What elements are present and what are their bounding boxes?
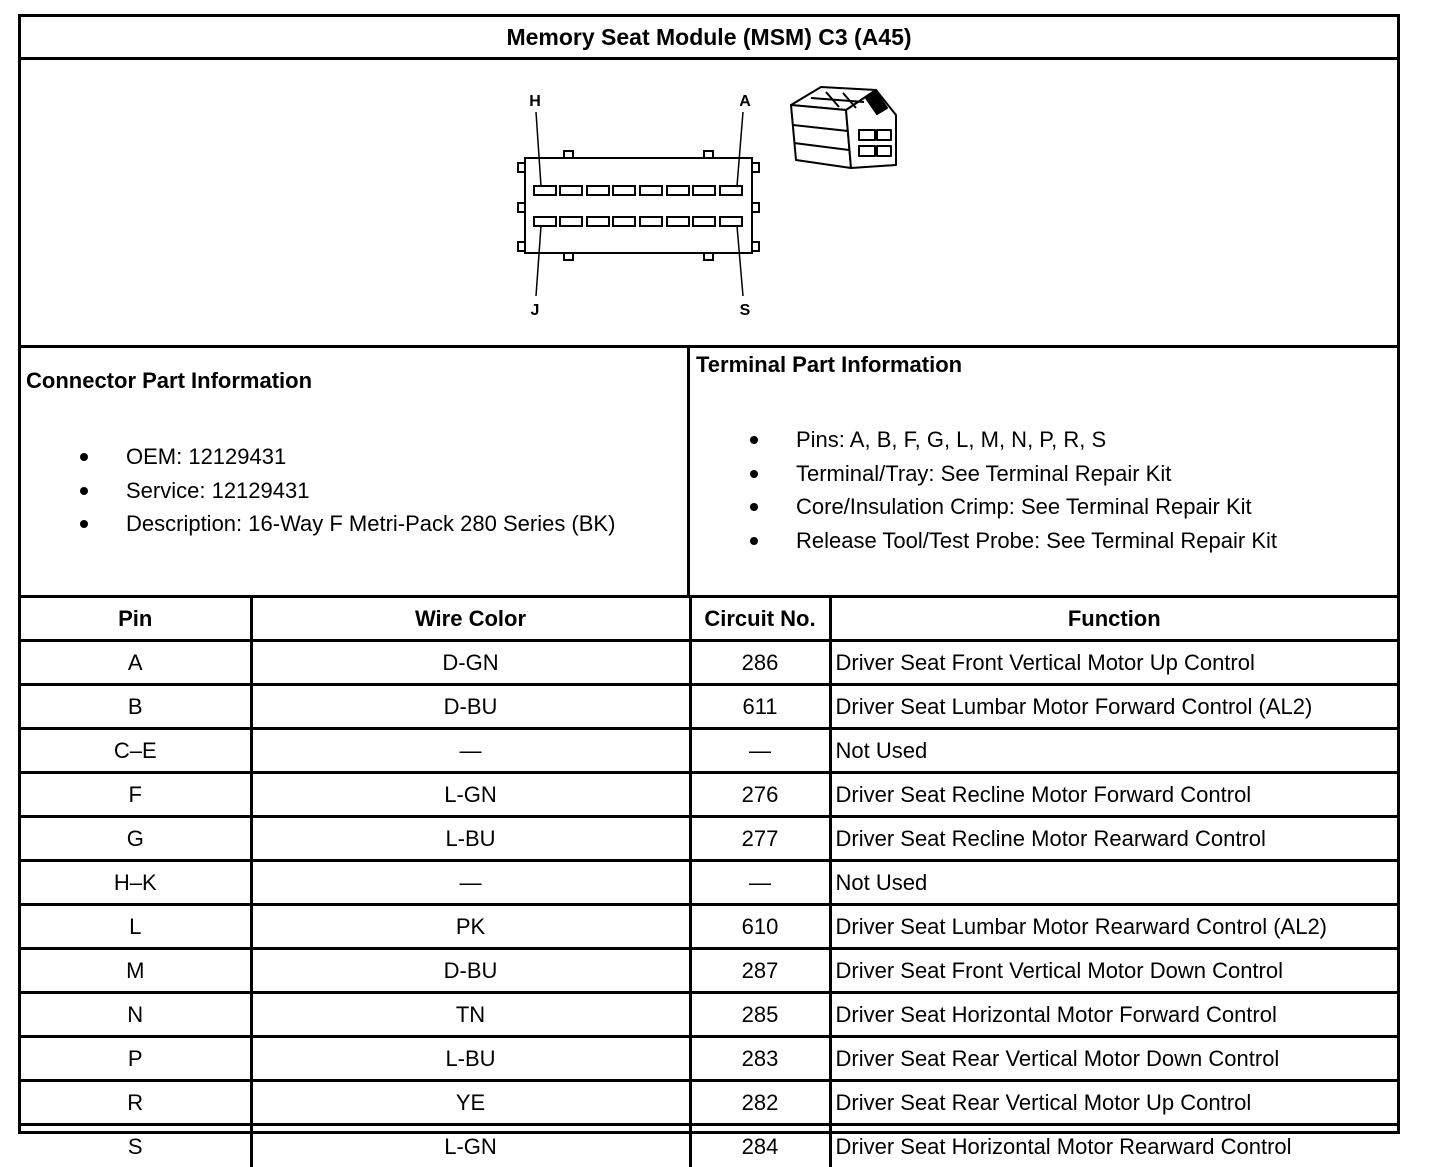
col-header-circuit: Circuit No.	[690, 598, 830, 641]
connector-info-heading: Connector Part Information	[26, 368, 312, 394]
cell-wire-color: D-GN	[251, 641, 690, 685]
cell-wire-color: —	[251, 861, 690, 905]
cell-pin: C–E	[21, 729, 251, 773]
cell-circuit: 611	[690, 685, 830, 729]
cell-function: Not Used	[830, 729, 1397, 773]
list-item: Description: 16-Way F Metri-Pack 280 Series (BK)	[126, 507, 615, 541]
list-item: OEM: 12129431	[126, 440, 615, 474]
cell-pin: G	[21, 817, 251, 861]
cell-wire-color: L-GN	[251, 773, 690, 817]
terminal-info-heading: Terminal Part Information	[696, 352, 962, 378]
cell-wire-color: D-BU	[251, 685, 690, 729]
cell-wire-color: L-GN	[251, 1125, 690, 1167]
table-row	[21, 993, 1397, 1037]
connector-housing	[525, 158, 752, 253]
cell-circuit: 286	[690, 641, 830, 685]
cell-pin: L	[21, 905, 251, 949]
cell-wire-color: —	[251, 729, 690, 773]
cell-circuit: 283	[690, 1037, 830, 1081]
cell-wire-color: L-BU	[251, 817, 690, 861]
terminal-part-info	[690, 348, 1397, 595]
cell-pin: F	[21, 773, 251, 817]
connector-diagram	[21, 60, 1397, 348]
cell-function: Driver Seat Horizontal Motor Rearward Control	[830, 1125, 1397, 1167]
cell-function: Driver Seat Rear Vertical Motor Up Control	[830, 1081, 1397, 1125]
table-row	[21, 817, 1397, 861]
terminal-info-list	[796, 423, 1277, 557]
cell-wire-color: L-BU	[251, 1037, 690, 1081]
cell-circuit: 282	[690, 1081, 830, 1125]
connector-info-list	[126, 440, 615, 541]
list-item: Terminal/Tray: See Terminal Repair Kit	[796, 457, 1277, 491]
cell-function: Driver Seat Front Vertical Motor Down Control	[830, 949, 1397, 993]
table-row	[21, 641, 1397, 685]
cell-circuit: 276	[690, 773, 830, 817]
cell-wire-color: YE	[251, 1081, 690, 1125]
connector-part-info	[21, 348, 690, 595]
cell-wire-color: PK	[251, 905, 690, 949]
table-row	[21, 949, 1397, 993]
pinout-table	[21, 598, 1397, 1167]
table-row	[21, 1037, 1397, 1081]
cell-circuit: —	[690, 861, 830, 905]
cell-function: Driver Seat Horizontal Motor Forward Control	[830, 993, 1397, 1037]
list-item: Pins: A, B, F, G, L, M, N, P, R, S	[796, 423, 1277, 457]
pin-label-j: J	[531, 302, 540, 319]
table-row	[21, 773, 1397, 817]
cell-circuit: 610	[690, 905, 830, 949]
cell-pin: S	[21, 1125, 251, 1167]
table-row	[21, 685, 1397, 729]
pin-label-h: H	[529, 93, 541, 110]
cell-pin: B	[21, 685, 251, 729]
page-title: Memory Seat Module (MSM) C3 (A45)	[21, 17, 1397, 60]
list-item: Core/Insulation Crimp: See Terminal Repair Kit	[796, 490, 1277, 524]
cell-circuit: 284	[690, 1125, 830, 1167]
cell-function: Driver Seat Recline Motor Rearward Control	[830, 817, 1397, 861]
cell-pin: H–K	[21, 861, 251, 905]
table-header-row	[21, 598, 1397, 641]
cell-function: Driver Seat Recline Motor Forward Control	[830, 773, 1397, 817]
table-row	[21, 905, 1397, 949]
cell-circuit: —	[690, 729, 830, 773]
cell-wire-color: TN	[251, 993, 690, 1037]
connector-face-diagram	[21, 60, 1397, 348]
pin-label-s: S	[740, 302, 751, 319]
cell-pin: N	[21, 993, 251, 1037]
cell-circuit: 285	[690, 993, 830, 1037]
cell-function: Driver Seat Lumbar Motor Forward Control (AL2)	[830, 685, 1397, 729]
table-row	[21, 1081, 1397, 1125]
list-item: Release Tool/Test Probe: See Terminal Repair Kit	[796, 524, 1277, 558]
col-header-function: Function	[830, 598, 1397, 641]
cell-wire-color: D-BU	[251, 949, 690, 993]
col-header-pin: Pin	[21, 598, 251, 641]
cell-circuit: 287	[690, 949, 830, 993]
pin-label-a: A	[739, 93, 751, 110]
cell-function: Driver Seat Rear Vertical Motor Down Control	[830, 1037, 1397, 1081]
table-row	[21, 861, 1397, 905]
cell-circuit: 277	[690, 817, 830, 861]
cell-pin: P	[21, 1037, 251, 1081]
connector-sheet	[18, 14, 1400, 1134]
table-row	[21, 1125, 1397, 1167]
cell-pin: A	[21, 641, 251, 685]
cell-function: Driver Seat Front Vertical Motor Up Control	[830, 641, 1397, 685]
cell-pin: M	[21, 949, 251, 993]
cell-function: Not Used	[830, 861, 1397, 905]
list-item: Service: 12129431	[126, 474, 615, 508]
part-info-row	[21, 348, 1397, 598]
table-row	[21, 729, 1397, 773]
connector-body-3d-icon	[791, 87, 896, 168]
col-header-wire-color: Wire Color	[251, 598, 690, 641]
cell-function: Driver Seat Lumbar Motor Rearward Control (AL2)	[830, 905, 1397, 949]
cell-pin: R	[21, 1081, 251, 1125]
